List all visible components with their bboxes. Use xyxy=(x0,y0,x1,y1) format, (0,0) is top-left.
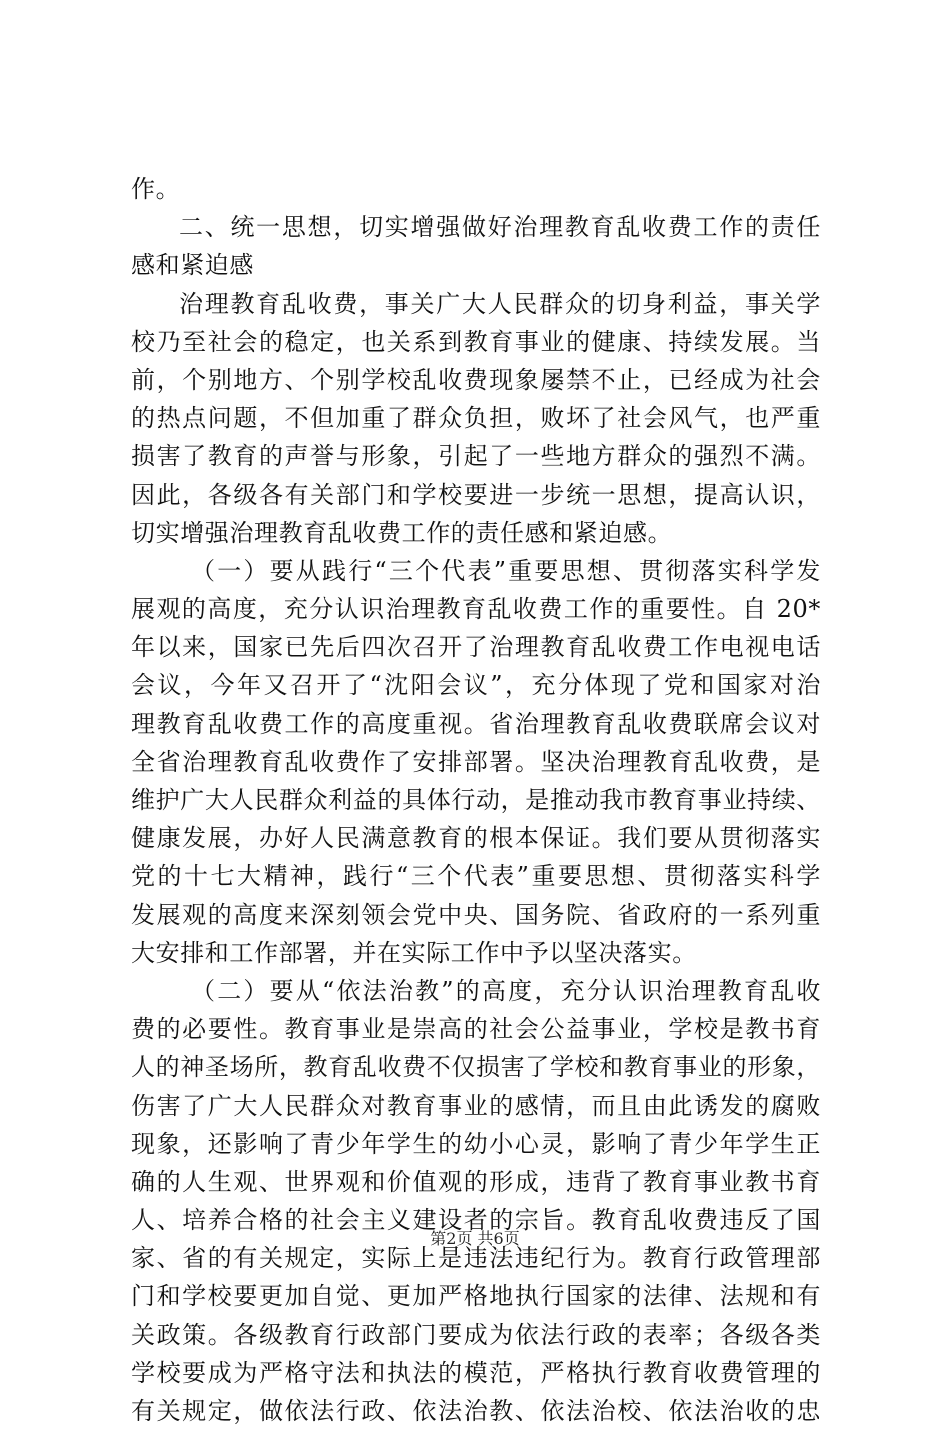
paragraph-line: 确的人生观、世界观和价值观的形成，违背了教育事业教书育 xyxy=(131,1167,821,1196)
paragraph-line: 门和学校要更加自觉、更加严格地执行国家的法律、法规和有 xyxy=(131,1282,821,1311)
paragraph-line: 年以来，国家已先后四次召开了治理教育乱收费工作电视电话 xyxy=(131,633,821,662)
paragraph-line: 费的必要性。教育事业是崇高的社会公益事业，学校是教书育 xyxy=(131,1015,821,1044)
section-heading-line: 二、统一思想，切实增强做好治理教育乱收费工作的责任 xyxy=(179,213,821,242)
paragraph-line: 有关规定，做依法行政、依法治教、依法治校、依法治收的忠 xyxy=(131,1397,821,1425)
paragraph-line: 学校要成为严格守法和执法的模范，严格执行教育收费管理的 xyxy=(131,1358,821,1387)
paragraph-line: 人的神圣场所，教育乱收费不仅损害了学校和教育事业的形象， xyxy=(131,1053,821,1082)
paragraph-line: 治理教育乱收费，事关广大人民群众的切身利益，事关学 xyxy=(179,289,821,318)
text-line: 作。 xyxy=(131,175,181,203)
paragraph-line: 人、培养合格的社会主义建设者的宗旨。教育乱收费违反了国 xyxy=(131,1206,821,1235)
subsection-line: （二）要从“依法治教”的高度，充分认识治理教育乱收 xyxy=(191,976,821,1005)
paragraph-line: 健康发展，办好人民满意教育的根本保证。我们要从贯彻落实 xyxy=(131,824,821,853)
paragraph-line: 切实增强治理教育乱收费工作的责任感和紧迫感。 xyxy=(131,518,673,547)
paragraph-line: 理教育乱收费工作的高度重视。省治理教育乱收费联席会议对 xyxy=(131,709,821,738)
paragraph-line: 大安排和工作部署，并在实际工作中予以坚决落实。 xyxy=(131,938,697,967)
paragraph-line: 损害了教育的声誉与形象，引起了一些地方群众的强烈不满。 xyxy=(131,442,821,471)
paragraph-line: 现象，还影响了青少年学生的幼小心灵，影响了青少年学生正 xyxy=(131,1129,821,1158)
paragraph-line: 前，个别地方、个别学校乱收费现象屡禁不止，已经成为社会 xyxy=(131,365,821,394)
subsection-line: （一）要从践行“三个代表”重要思想、贯彻落实科学发 xyxy=(191,556,821,585)
paragraph-line: 因此，各级各有关部门和学校要进一步统一思想，提高认识， xyxy=(131,480,821,509)
paragraph-line: 维护广大人民群众利益的具体行动，是推动我市教育事业持续、 xyxy=(131,786,821,814)
paragraph-line: 展观的高度，充分认识治理教育乱收费工作的重要性。自 20* xyxy=(131,595,821,624)
paragraph-line: 会议，今年又召开了“沈阳会议”，充分体现了党和国家对治 xyxy=(131,671,821,700)
page-number-footer: 第2页 共6页 xyxy=(430,1229,520,1248)
paragraph-line: 校乃至社会的稳定，也关系到教育事业的健康、持续发展。当 xyxy=(131,327,821,356)
paragraph-line: 的热点问题，不但加重了群众负担，败坏了社会风气，也严重 xyxy=(131,404,821,433)
paragraph-line: 伤害了广大人民群众对教育事业的感情，而且由此诱发的腐败 xyxy=(131,1091,821,1120)
paragraph-line: 关政策。各级教育行政部门要成为依法行政的表率；各级各类 xyxy=(131,1320,821,1349)
paragraph-line: 全省治理教育乱收费作了安排部署。坚决治理教育乱收费，是 xyxy=(131,747,821,776)
paragraph-line: 家、省的有关规定，实际上是违法违纪行为。教育行政管理部 xyxy=(131,1244,821,1273)
paragraph-line: 党的十七大精神，践行“三个代表”重要思想、贯彻落实科学 xyxy=(131,862,821,891)
section-heading-line: 感和紧迫感 xyxy=(131,251,254,280)
paragraph-line: 发展观的高度来深刻领会党中央、国务院、省政府的一系列重 xyxy=(131,900,821,929)
